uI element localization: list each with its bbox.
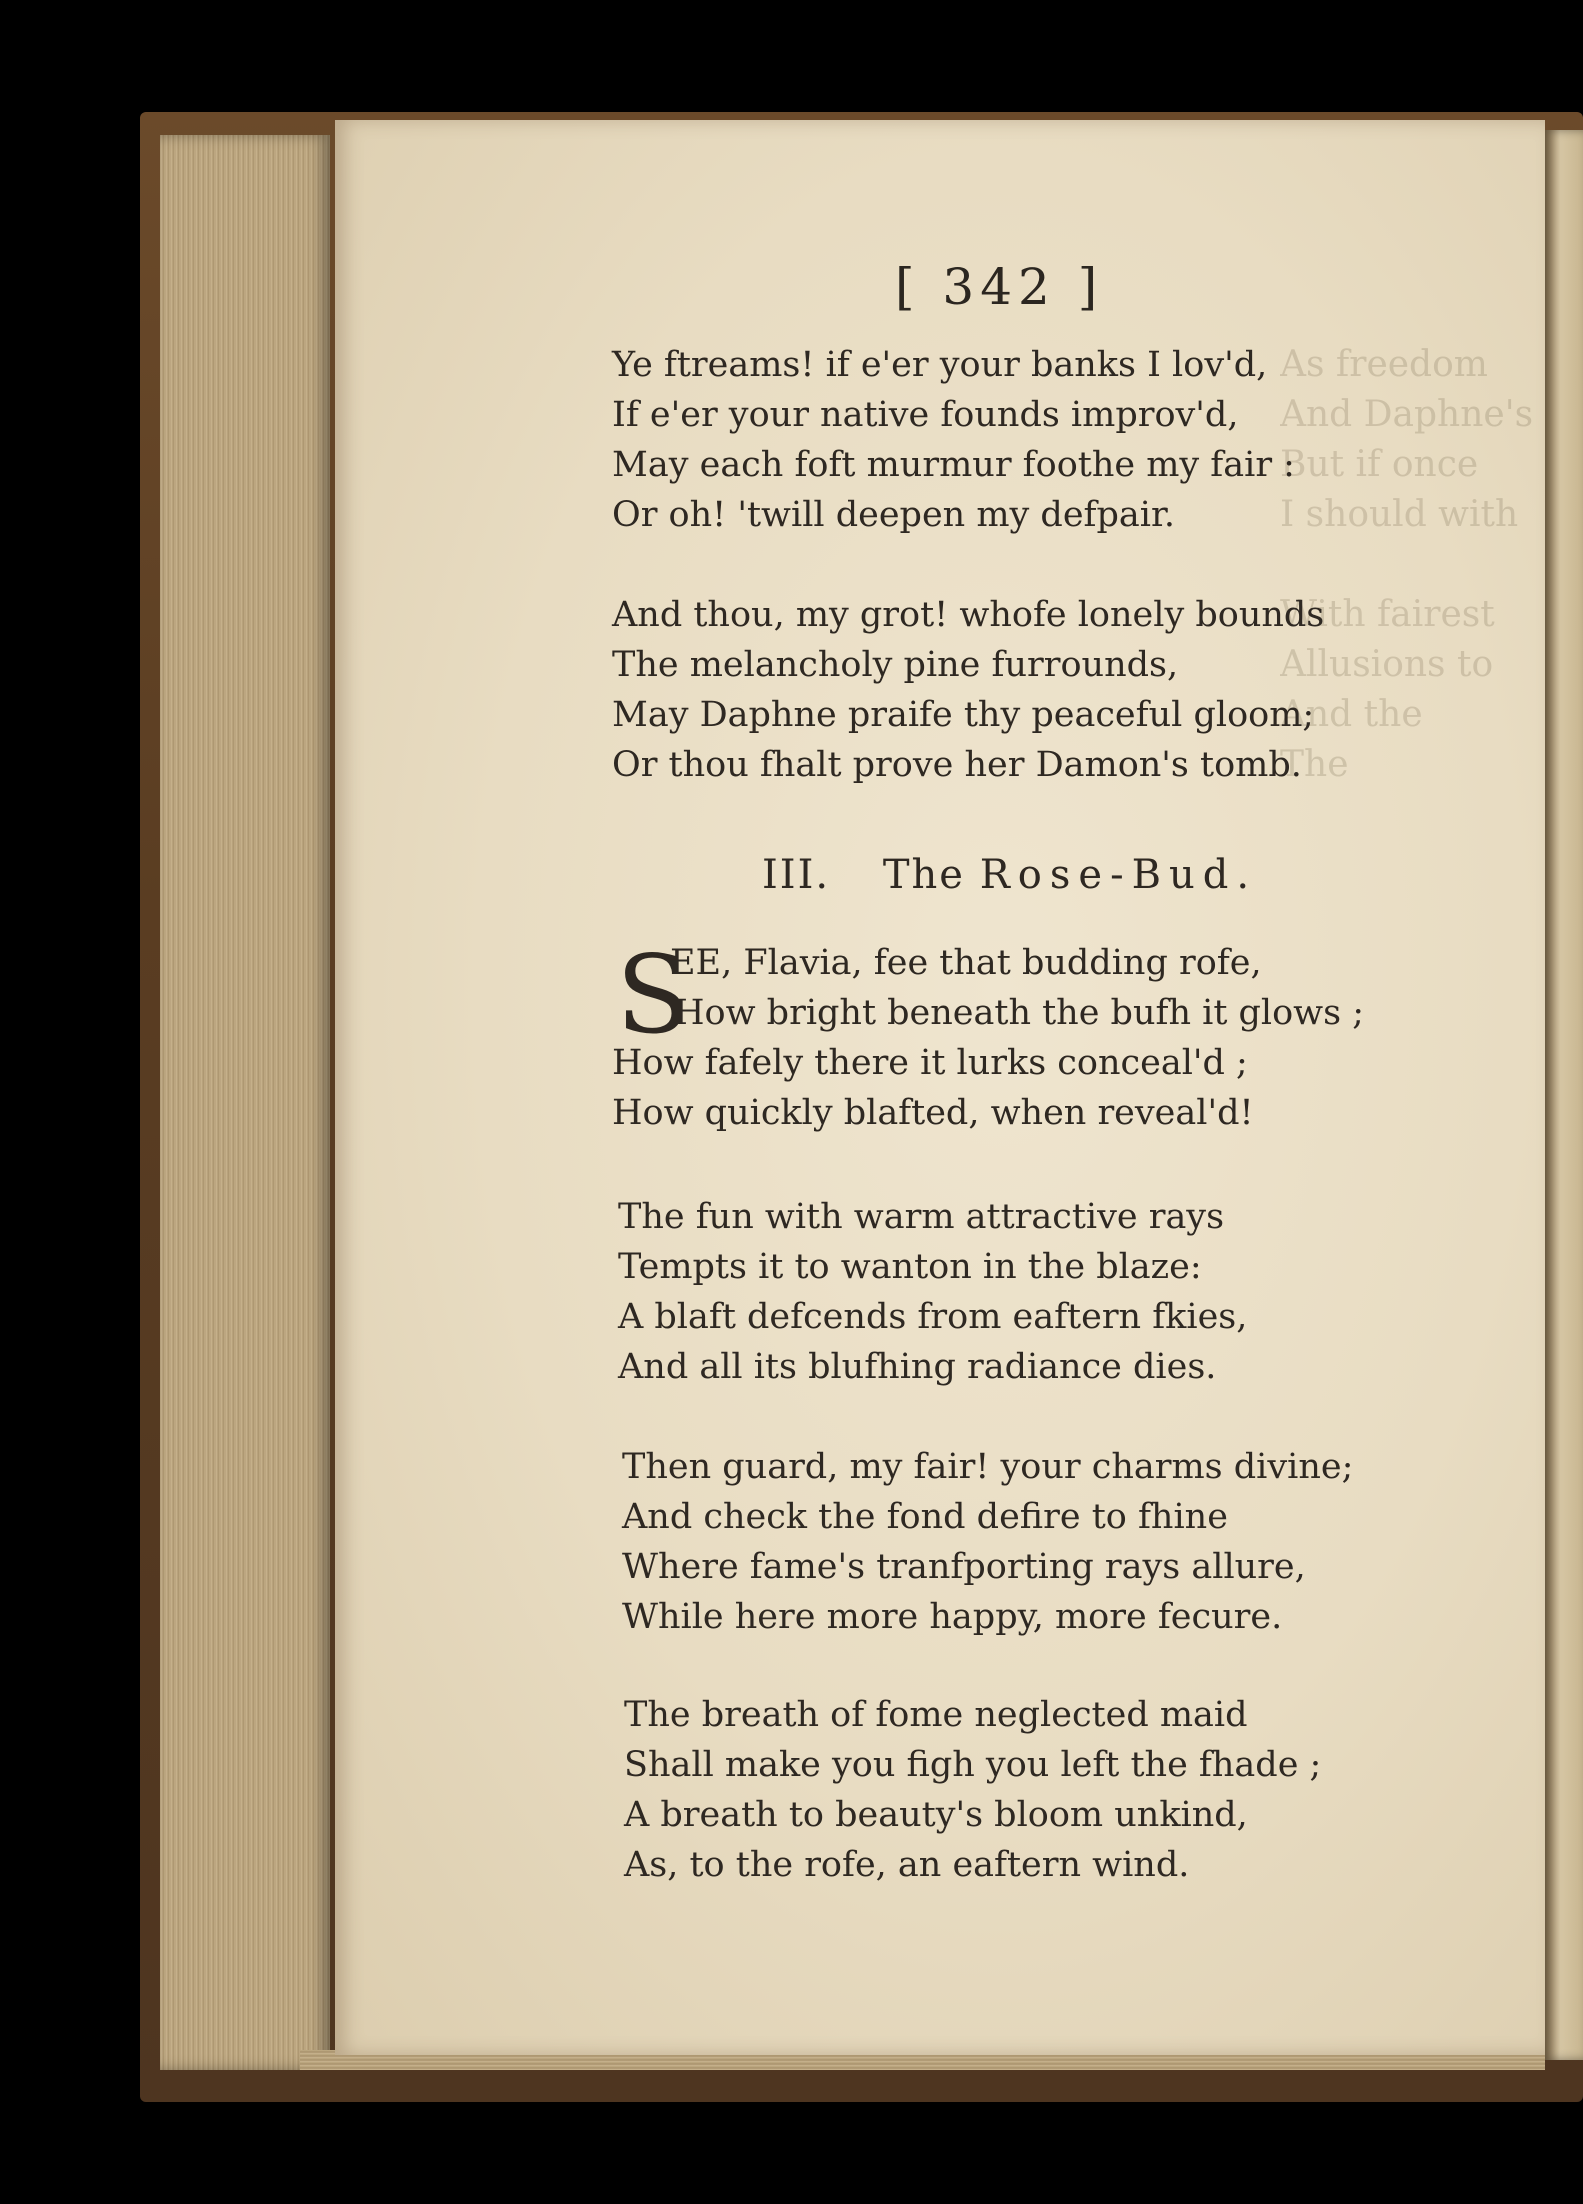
poem-title [762,852,1257,898]
page-block-edges [160,135,330,2070]
stanza-3 [612,933,1365,1138]
verse-line: May Daphne praife thy peaceful gloom; [612,695,1315,735]
drop-cap-letter: S [616,933,690,1058]
verse-line: If e'er your native founds improv'd, [612,395,1239,435]
verse-line: Tempts it to wanton in the blaze: [618,1247,1202,1287]
verse-line: Shall make you figh you left the fhade ; [624,1745,1322,1785]
verse-line: The breath of fome neglected maid [624,1695,1248,1735]
page-number-header: [ 342 ] [895,258,1104,316]
verse-line: A breath to beauty's bloom unkind, [624,1795,1248,1835]
verse-line: How fafely there it lurks conceal'd ; [612,1043,1248,1083]
verse-line: May each foft murmur foothe my fair : [612,445,1295,485]
verse-line: The fun with warm attractive rays [618,1197,1225,1237]
stanza-2 [612,590,1332,790]
stanza-6 [624,1690,1344,1890]
verse-line: As, to the rofe, an eaftern wind. [624,1845,1190,1885]
verse-line: Where fame's tranfporting rays allure, [622,1547,1306,1587]
verse-line: Ye ftreams! if e'er your banks I lov'd, [612,345,1268,385]
verse-line: Or thou fhalt prove her Damon's tomb. [612,745,1302,785]
verse-line: Or oh! 'twill deepen my defpair. [612,495,1175,535]
verse-line: And check the fond defire to fhine [622,1497,1228,1537]
stanza-1 [612,340,1332,540]
stanza-5 [622,1442,1354,1642]
poem-title-article: The [882,852,965,898]
show-through-text: As freedom And Daphne's But if once I should with With fairest Allusions to And the The [1280,344,1534,785]
verse-line: How bright beneath the bufh it glows ; [674,993,1365,1033]
verse-line: The melancholy pine furrounds, [612,645,1179,685]
facing-page-edge [1545,130,1583,2060]
poem-title-name: Rose-Bud. [979,852,1258,898]
verse-line: How quickly blafted, when reveal'd! [612,1093,1254,1133]
stanza-4 [618,1192,1338,1392]
verse-line: A blaft defcends from eaftern fkies, [618,1297,1248,1337]
verse-line: And thou, my grot! whofe lonely bounds [612,595,1325,635]
poem-number: III. [762,852,831,898]
verse-line: Then guard, my fair! your charms divine; [622,1447,1354,1487]
verse-line: EE, Flavia, fee that budding rofe, [670,943,1262,983]
verse-line: While here more happy, more fecure. [622,1597,1283,1637]
verse-line: And all its blufhing radiance dies. [618,1347,1217,1387]
